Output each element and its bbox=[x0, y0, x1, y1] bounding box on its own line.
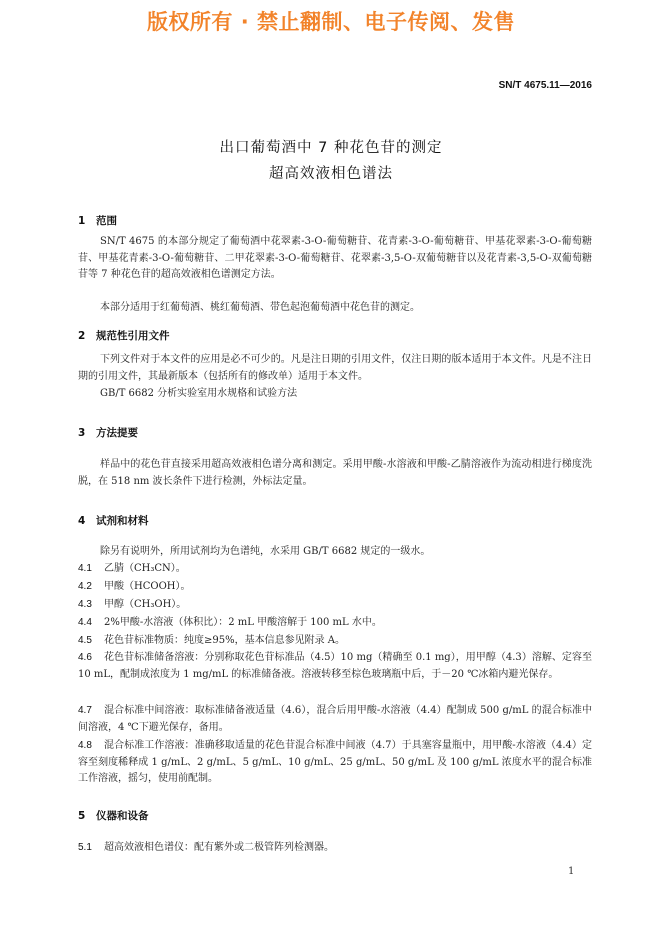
item-text: 超高效液相色谱仪：配有紫外或二极管阵列检测器。 bbox=[104, 842, 334, 853]
copyright-watermark: 版权所有 · 禁止翻制、电子传阅、发售 bbox=[146, 10, 516, 34]
section-1-paragraph-2: 本部分适用于红葡萄酒、桃红葡萄酒、带色起泡葡萄酒中花色苷的测定。 bbox=[100, 302, 420, 313]
section-number: 2 bbox=[78, 330, 86, 342]
item-text: 花色苷标准物质：纯度≥95%，基本信息参见附录 A。 bbox=[104, 635, 346, 646]
section-title: 范围 bbox=[96, 215, 117, 227]
section-1-paragraph-1: SN/T 4675 的本部分规定了葡萄酒中花翠素-3-O-葡萄糖苷、花青素-3-O-葡萄糖苷、甲基花翠素-3-O-葡萄糖苷、甲基花青素-3-O-葡萄糖苷、二甲花翠素-3-O-葡萄糖苷、花翠素-3,5-O-双葡萄糖苷以及花青素-3,5-O-双葡萄糖苷等 7 种花色苷的超高效液相色谱测定方法。 bbox=[78, 236, 592, 280]
list-item bbox=[78, 579, 592, 596]
section-number: 3 bbox=[78, 427, 86, 439]
section-number: 5 bbox=[78, 810, 86, 822]
section-3-heading bbox=[78, 425, 138, 440]
item-text: 甲酸（HCOOH）。 bbox=[104, 581, 191, 592]
item-text: 甲醇（CH₃OH）。 bbox=[104, 599, 187, 610]
document-title-line1: 出口葡萄酒中 7 种花色苷的测定 bbox=[219, 140, 443, 156]
item-number: 4.4 bbox=[78, 617, 92, 628]
standard-number: SN/T 4675.11—2016 bbox=[498, 80, 592, 91]
list-item bbox=[78, 738, 592, 788]
section-2-paragraph-1: 下列文件对于本文件的应用是必不可少的。凡是注日期的引用文件，仅注日期的版本适用于本文件。凡是不注日期的引用文件，其最新版本（包括所有的修改单）适用于本文件。 bbox=[78, 354, 592, 382]
section-title: 方法提要 bbox=[96, 427, 138, 439]
section-title: 仪器和设备 bbox=[96, 810, 149, 822]
section-2-heading bbox=[78, 328, 170, 343]
item-number: 4.2 bbox=[78, 581, 92, 592]
item-text: 2%甲酸-水溶液（体积比）：2 mL 甲酸溶解于 100 mL 水中。 bbox=[104, 617, 382, 628]
item-number: 4.8 bbox=[78, 740, 92, 751]
section-3-paragraph-1: 样品中的花色苷直接采用超高效液相色谱分离和测定。采用甲酸-水溶液和甲酸-乙腈溶液作为流动相进行梯度洗脱，在 518 nm 波长条件下进行检测，外标法定量。 bbox=[78, 459, 592, 487]
list-item bbox=[78, 650, 592, 683]
section-4-heading bbox=[78, 513, 149, 528]
section-number: 1 bbox=[78, 215, 86, 227]
section-number: 4 bbox=[78, 515, 86, 527]
item-number: 4.5 bbox=[78, 635, 92, 646]
list-item bbox=[78, 561, 592, 578]
item-text: 花色苷标准储备溶液：分别称取花色苷标准品（4.5）10 mg（精确至 0.1 mg），用甲醇（4.3）溶解、定容至 10 mL，配制成浓度为 1 mg/mL 的标准储备液。溶液转移至棕色玻璃瓶中后，于－20 ℃冰箱内避光保存。 bbox=[78, 652, 592, 680]
section-4-intro: 除另有说明外，所用试剂均为色谱纯，水采用 GB/T 6682 规定的一级水。 bbox=[100, 546, 431, 557]
list-item bbox=[78, 615, 592, 632]
item-text: 乙腈（CH₃CN）。 bbox=[104, 563, 186, 574]
item-text: 混合标准中间溶液：取标准储备液适量（4.6），混合后用甲酸-水溶液（4.4）配制成 500 g/mL 的混合标准中间溶液，4 ℃下避光保存，备用。 bbox=[78, 705, 592, 733]
item-number: 4.1 bbox=[78, 563, 92, 574]
item-number: 4.6 bbox=[78, 652, 92, 663]
document-title-line2: 超高效液相色谱法 bbox=[269, 166, 393, 182]
section-title: 规范性引用文件 bbox=[96, 330, 170, 342]
item-text: 混合标准工作溶液：准确移取适量的花色苷混合标准中间液（4.7）于具塞容量瓶中，用甲酸-水溶液（4.4）定容至刻度稀释成 1 g/mL、2 g/mL、5 g/mL、10 g/mL、25 g/mL、50 g/mL 及 100 g/mL 浓度水平的混合标准工作溶液，摇匀，使用前配制。 bbox=[78, 740, 592, 784]
item-number: 5.1 bbox=[78, 842, 92, 853]
section-1-heading bbox=[78, 213, 117, 228]
section-title: 试剂和材料 bbox=[96, 515, 149, 527]
normative-reference: GB/T 6682 分析实验室用水规格和试验方法 bbox=[100, 388, 298, 399]
list-item bbox=[78, 840, 592, 857]
list-item bbox=[78, 703, 592, 736]
item-number: 4.3 bbox=[78, 599, 92, 610]
item-number: 4.7 bbox=[78, 705, 92, 716]
section-5-heading bbox=[78, 808, 149, 823]
list-item bbox=[78, 633, 592, 650]
page-number: 1 bbox=[568, 866, 575, 877]
list-item bbox=[78, 597, 592, 614]
